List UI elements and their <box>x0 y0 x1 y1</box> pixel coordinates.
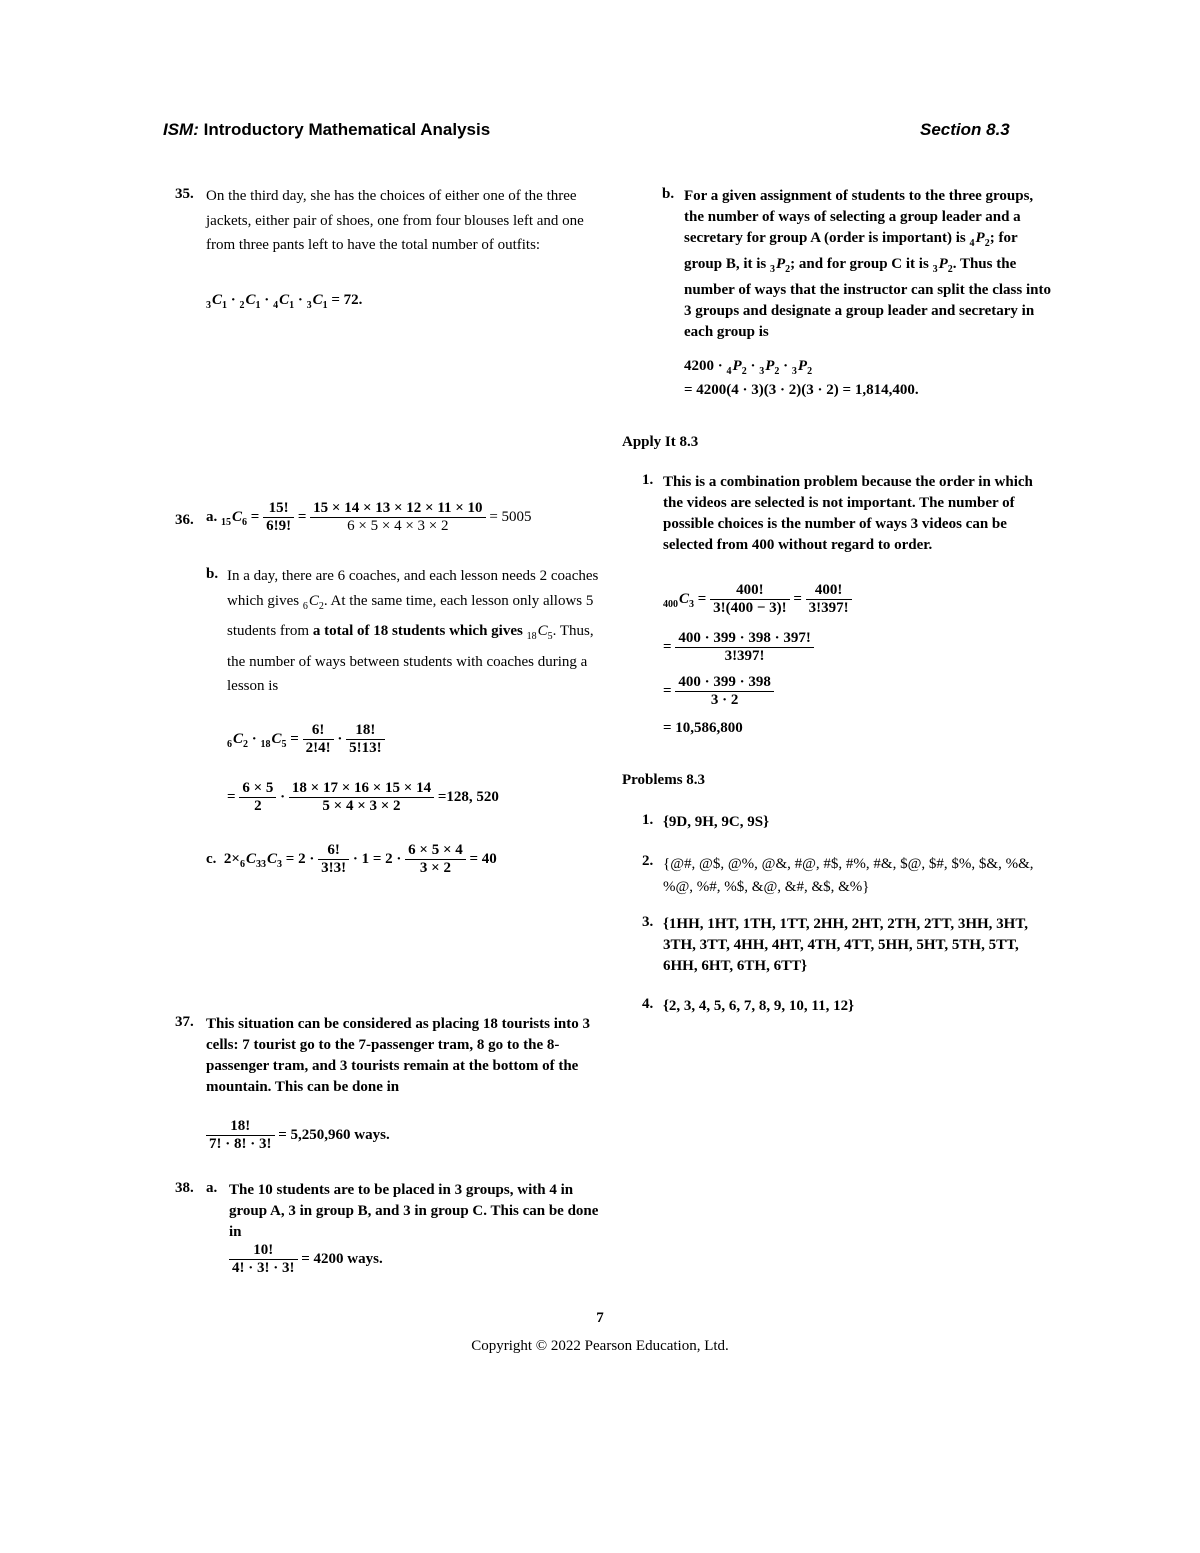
part-label: a. <box>206 1180 218 1196</box>
running-header-section: Section 8.3 <box>920 120 1010 139</box>
problem-number: 37. <box>175 1014 194 1030</box>
problem-text: On the third day, she has the choices of either one of the three jackets, either pair of shoes, one from four blouses left and one from three pants left to have the total number of outfits: <box>206 188 584 253</box>
problem-36b-equation-2: = $\frac{6 \times 5}{2}$ · $\frac{18 \times 17 \times 16 \times 15 \times 14}{5 \times 4 \times 3 \times 2}$ =128, 520 <box>227 780 499 814</box>
problem-36b-equation-1: $_6C_2 \cdot _{18}C_5$ = $\frac{6!}{2!4!}$ · $\frac{18!}{5!13!}$ <box>227 722 385 757</box>
problem-number: 3. <box>642 914 654 930</box>
apply-it-equation-3: = $\frac{400 \cdot 399 \cdot 398}{3 \cdot 2}$ <box>663 674 774 709</box>
page-number: 7 <box>596 1310 604 1326</box>
problem-number: 1. <box>642 812 654 828</box>
problem-answer: {9D, 9H, 9C, 9S} <box>663 814 769 830</box>
part-label: b. <box>206 566 219 582</box>
result: = 4200 ways. <box>301 1250 383 1267</box>
problem-number: 2. <box>642 853 654 869</box>
problem-text: This is a combination problem because the order in which the videos are selected is not important. The number of possible choices is the number of ways 3 videos can be selected from 400 without regard to order. <box>663 474 1033 553</box>
problem-answer: {1HH, 1HT, 1TH, 1TT, 2HH, 2HT, 2TH, 2TT, 3HH, 3HT, 3TH, 3TT, 4HH, 4HT, 4TH, 4TT, 5HH, 5HT, 5TH, 5TT, 6HH, 6HT, 6TH, 6TT} <box>663 916 1028 974</box>
result: = 5,250,960 ways. <box>278 1126 390 1143</box>
problem-number: 35. <box>175 186 194 202</box>
problem-36c-equation: c. $2\times_6C_{33}C_3 = 2$ · $\frac{6!}{3!3!}$ · 1 = 2 · $\frac{6 \times 5 \times 4}{3 \times 2}$ = 40 <box>206 842 497 876</box>
apply-it-equation-1: $_{400}C_3$ = $\frac{400!}{3!(400 - 3)!}$ = $\frac{400!}{3!397!}$ <box>663 582 852 617</box>
problem-number: 38. <box>175 1180 194 1196</box>
apply-it-result: = 10,586,800 <box>663 720 743 736</box>
problem-37-equation: $\frac{18!}{7! \cdot 8! \cdot 3!}$ = 5,250,960 ways. <box>206 1118 390 1153</box>
problem-text: For a given assignment of students to the three groups, the number of ways of selecting a group leader and a secretary for group A (order is important) is $_4P_2$; for group B, it is $_3P_2$; and for group C it is $_3P_2$. Thus the number of ways that the instructor can split the class into 3 groups and designate a group leader and secretary in each group is <box>684 188 1051 340</box>
problem-answer: {2, 3, 4, 5, 6, 7, 8, 9, 10, 11, 12} <box>663 998 854 1014</box>
fraction: $\frac{15 \times 14 \times 13 \times 12 \times 11 \times 10}{6 \times 5 \times 4 \times 3 \times 2}$ <box>310 500 485 535</box>
header-title: Introductory Mathematical Analysis <box>198 120 491 139</box>
fraction: $\frac{15!}{6!9!}$ <box>263 500 294 535</box>
header-ism: ISM: <box>163 120 199 139</box>
problem-38b-equation-2: = 4200(4 · 3)(3 · 2)(3 · 2) = 1,814,400. <box>684 382 919 398</box>
apply-it-equation-2: = $\frac{400 \cdot 399 \cdot 398 \cdot 397!}{3!397!}$ <box>663 630 814 665</box>
problem-text: This situation can be considered as placing 18 tourists into 3 cells: 7 tourist go to the 7-passenger tram, 8 go to the 8-passenger tram, and 3 tourists remain at the bottom of the mountain. This can be done in <box>206 1016 590 1095</box>
problem-number: 1. <box>642 472 654 488</box>
copyright-notice: Copyright © 2022 Pearson Education, Ltd. <box>471 1338 729 1354</box>
problem-text: The 10 students are to be placed in 3 groups, with 4 in group A, 3 in group B, and 3 in group C. This can be done in <box>229 1182 599 1240</box>
result: = 5005 <box>489 508 532 525</box>
result: =128, 520 <box>437 788 499 805</box>
part-label: b. <box>662 186 675 202</box>
problems-heading: Problems 8.3 <box>622 772 706 788</box>
result: = 72. <box>331 292 363 308</box>
apply-it-heading: Apply It 8.3 <box>622 434 699 450</box>
problem-38b-equation-1: $4200 \cdot _4P_2 \cdot _3P_2 \cdot _3P_2$ <box>684 358 813 377</box>
problem-36a-equation: a. $_{15}C_6$ = $\frac{15!}{6!9!}$ = $\frac{15 \times 14 \times 13 \times 12 \times 11 \times 10}{6 \times 5 \times 4 \times 3 \times 2}$ = 5005 <box>206 500 532 534</box>
running-header-left <box>163 120 490 140</box>
part-label: a. <box>206 508 218 525</box>
problem-number: 4. <box>642 996 654 1012</box>
problem-35-equation: $_3C_1 \cdot _2C_1 \cdot _4C_1 \cdot _3C_1 = 72$. <box>206 292 363 311</box>
problem-answer: {@#, @$, @%, @&, #@, #$, #%, #&, $@, $#, $%, $&, %&, %@, %#, %$, &@, &#, &$, &%} <box>663 856 1034 895</box>
problem-36b-text: In a day, there are 6 coaches, and each lesson needs 2 coaches which gives $_6C_2$. At the same time, each lesson only allows 5 students from a total of 18 students which gives $_{18}C_5$. Thus, the number of ways between students with coaches during a lesson is <box>227 568 599 694</box>
problem-38a-equation: $\frac{10!}{4! \cdot 3! \cdot 3!}$ = 4200 ways. <box>229 1242 383 1277</box>
result: = 40 <box>469 850 497 867</box>
problem-number: 36. <box>175 512 194 528</box>
